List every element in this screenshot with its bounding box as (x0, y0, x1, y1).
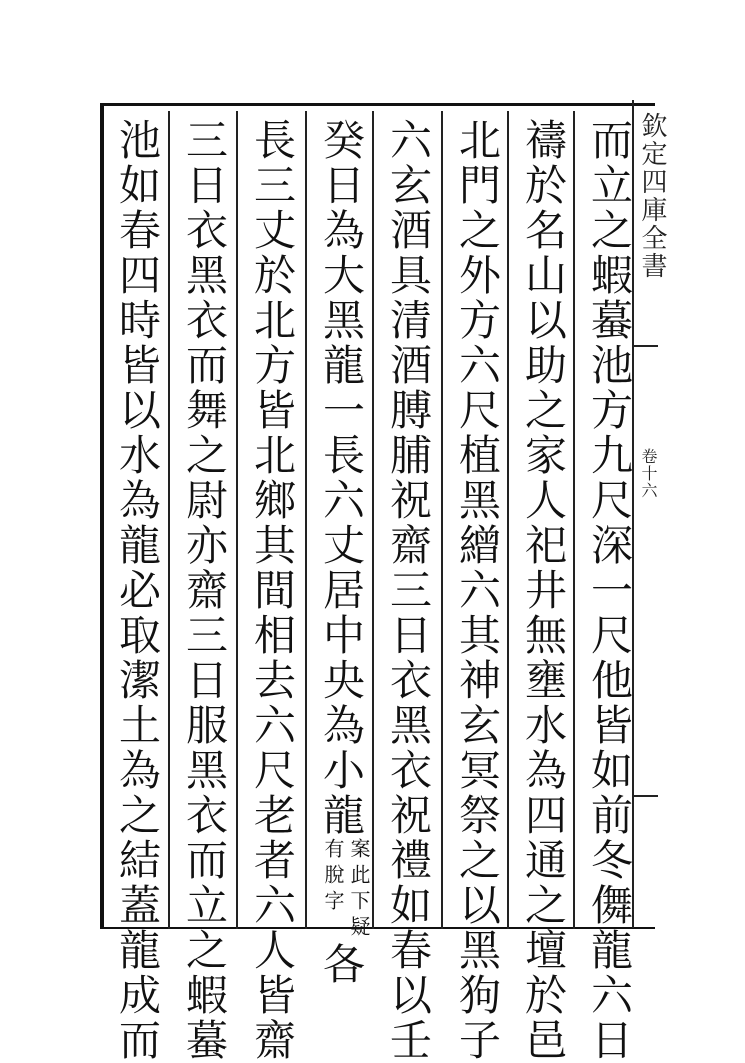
column-divider (236, 111, 238, 929)
text-column-8: 池如春四時皆以水為龍必取潔土為之結蓋龍成而 (113, 118, 162, 1063)
text-column-5-main: 癸日為大黑龍一長六丈居中央為小龍 (317, 118, 366, 838)
annotation-note-left: 有脫字 (321, 838, 345, 916)
text-column-1: 而立之蝦蟇池方九尺深一尺他皆如前冬儛龍六日 (585, 118, 634, 1063)
text-column-3: 北門之外方六尺植黑繒六其神玄冥祭之以黑狗子 (453, 118, 502, 1063)
annotation-note-right: 案此下疑 (347, 838, 371, 942)
text-column-6: 長三丈於北方皆北鄉其間相去六尺老者六人皆齋 (248, 118, 297, 1063)
text-column-5 (310, 118, 372, 987)
text-column-2: 禱於名山以助之家人祀井無壅水為四通之壇於邑 (519, 118, 568, 1063)
margin-title: 欽定四庫全書 (637, 112, 667, 280)
column-divider (305, 111, 307, 929)
text-column-7: 三日衣黑衣而舞之尉亦齋三日服黑衣而立之蝦蟇 (180, 118, 229, 1063)
column-divider (168, 111, 170, 929)
annotation-note (320, 838, 372, 942)
column-divider (441, 111, 443, 929)
column-divider (372, 111, 374, 929)
text-column-5-tail: 各 (317, 942, 366, 987)
margin-page-label: 卷十六 (639, 448, 658, 499)
text-column-4: 六玄酒具清酒膊脯祝齋三日衣黑衣祝禮如春以壬 (384, 118, 433, 1063)
